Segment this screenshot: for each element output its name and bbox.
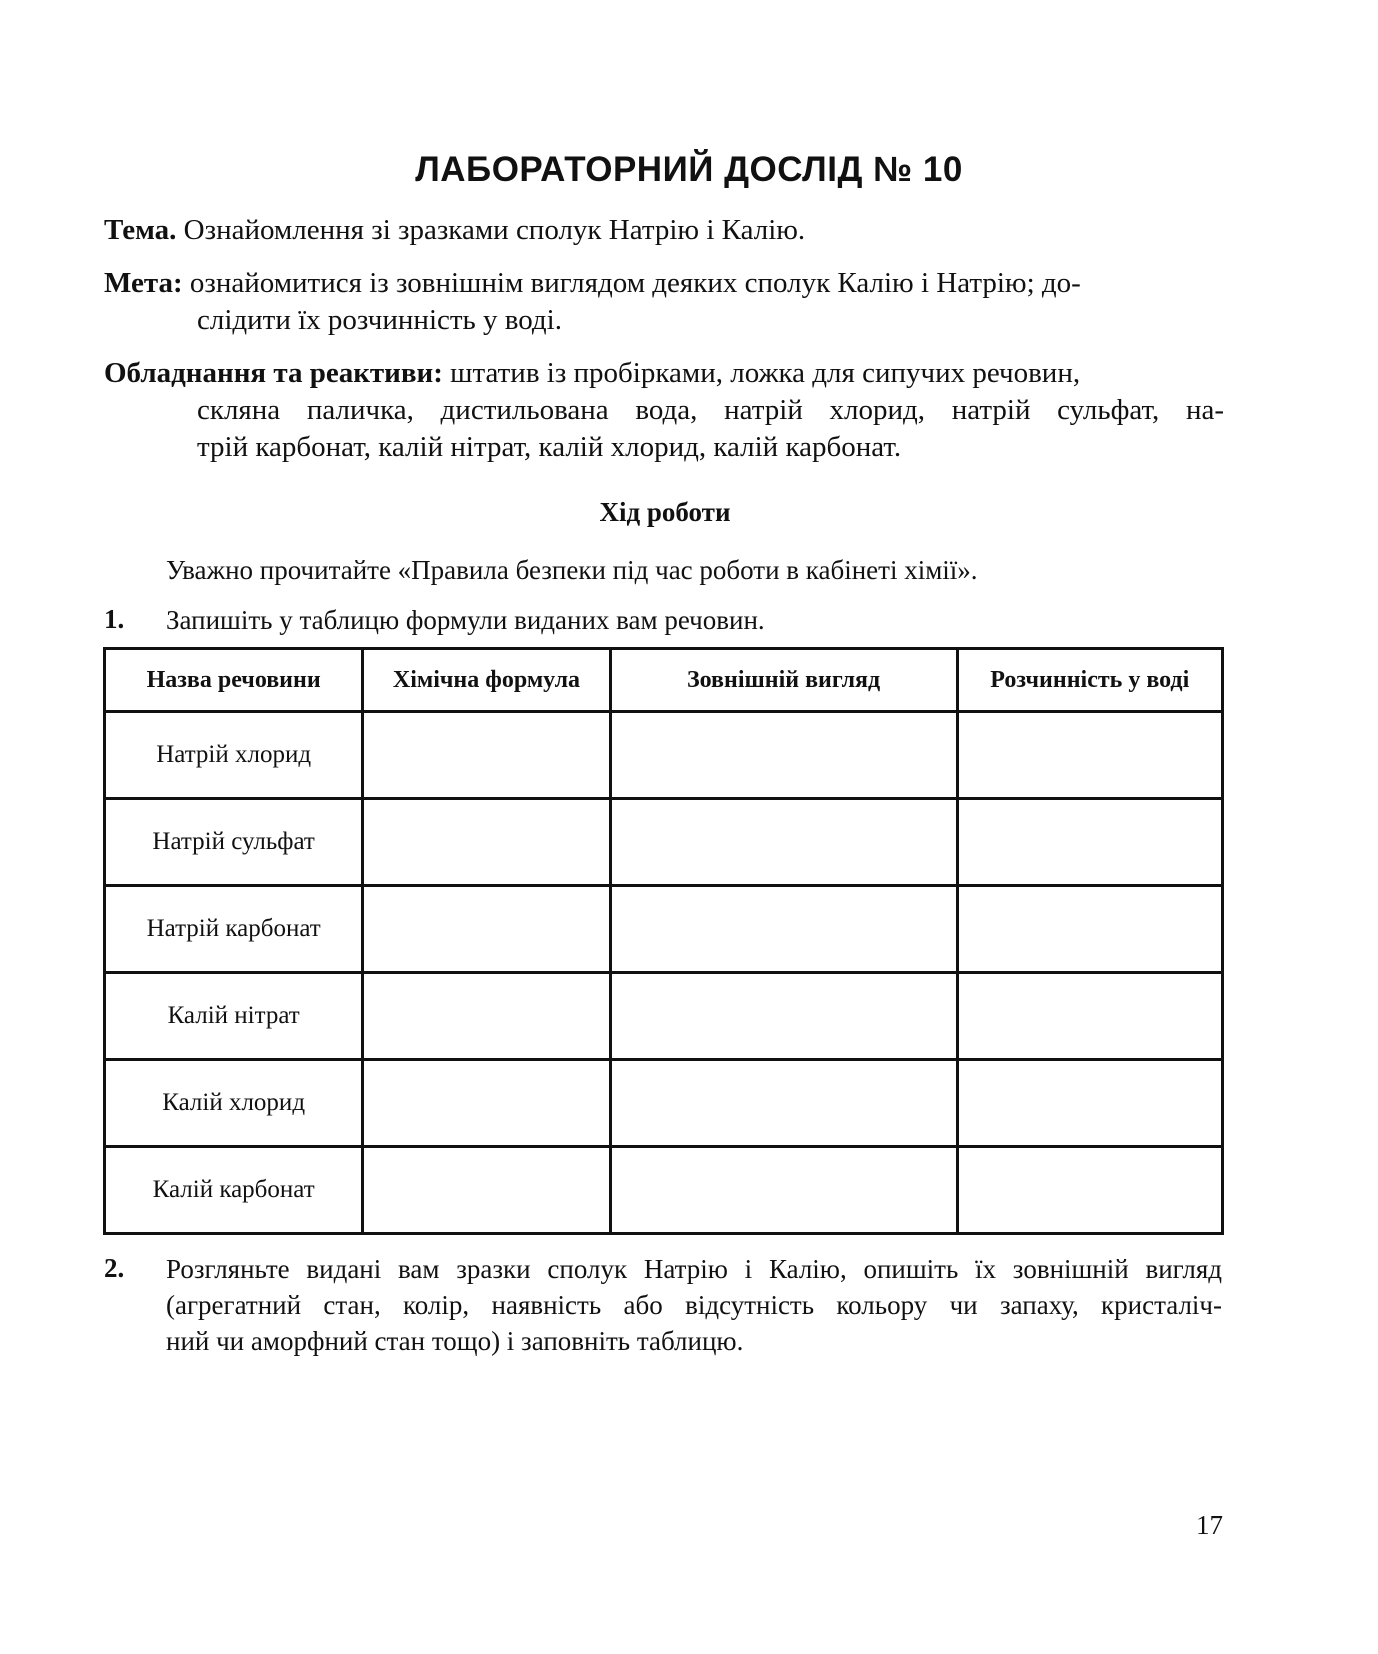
header-chemical-formula: Хімічна формула [363, 649, 610, 712]
formula-cell[interactable] [363, 799, 610, 886]
substance-name: Натрій карбонат [105, 886, 363, 973]
formula-cell[interactable] [363, 973, 610, 1060]
appearance-cell[interactable] [610, 712, 957, 799]
equipment-text-3: трій карбонат, калій нітрат, калій хлорид, калій карбонат. [197, 431, 902, 463]
appearance-cell[interactable] [610, 886, 957, 973]
table-row [105, 799, 1223, 886]
goal-text: ознайомитися із зовнішнім виглядом деяких сполук Калію і Натрію; до- [189, 267, 1081, 299]
formula-cell[interactable] [363, 712, 610, 799]
equipment-text-1: штатив із пробірками, ложка для сипучих речовин, [450, 357, 1081, 389]
equipment-line [104, 355, 1224, 392]
substance-name: Калій карбонат [105, 1147, 363, 1234]
topic-line [104, 212, 1224, 249]
step-2-text-1: Розгляньте видані вам зразки сполук Натрію і Калію, опишіть їх зовнішній вигляд [166, 1254, 1222, 1284]
solubility-cell[interactable] [957, 886, 1222, 973]
substance-name: Калій хлорид [105, 1060, 363, 1147]
table-row [105, 1060, 1223, 1147]
solubility-cell[interactable] [957, 1060, 1222, 1147]
goal-line [104, 265, 1224, 302]
step-2-number: 2. [104, 1253, 125, 1283]
substances-table [103, 647, 1224, 1235]
table-row [105, 712, 1223, 799]
header-appearance: Зовнішній вигляд [610, 649, 957, 712]
step-1-number: 1. [104, 604, 125, 634]
step-2-text-3: ний чи аморфний стан тощо) і заповніть таблицю. [166, 1326, 744, 1356]
topic-text: Ознайомлення зі зразками сполук Натрію і Калію. [183, 214, 806, 246]
substance-name: Калій нітрат [105, 973, 363, 1060]
solubility-cell[interactable] [957, 973, 1222, 1060]
equipment-label: Обладнання та реактиви: [104, 357, 443, 389]
equipment-text-2: скляна паличка, дистильована вода, натрій хлорид, натрій сульфат, на- [197, 394, 1224, 426]
step-2-text-2: (агрегатний стан, колір, наявність або відсутність кольору чи запаху, кристаліч- [166, 1290, 1222, 1320]
goal-label: Мета: [104, 267, 183, 299]
topic-label: Тема. [104, 214, 177, 246]
table-row [105, 886, 1223, 973]
solubility-cell[interactable] [957, 1147, 1222, 1234]
substance-name: Натрій сульфат [105, 799, 363, 886]
substance-name: Натрій хлорид [105, 712, 363, 799]
formula-cell[interactable] [363, 1147, 610, 1234]
appearance-cell[interactable] [610, 1147, 957, 1234]
safety-note: Уважно прочитайте «Правила безпеки під час роботи в кабінеті хімії». [166, 555, 978, 585]
header-substance-name: Назва речовини [105, 649, 363, 712]
solubility-cell[interactable] [957, 799, 1222, 886]
table-row [105, 1147, 1223, 1234]
table-row [105, 973, 1223, 1060]
header-solubility: Розчинність у воді [957, 649, 1222, 712]
page-number: 17 [1196, 1510, 1223, 1540]
appearance-cell[interactable] [610, 799, 957, 886]
step-1-text: Запишіть у таблицю формули виданих вам речовин. [166, 605, 765, 635]
page-title: ЛАБОРАТОРНИЙ ДОСЛІД № 10 [415, 150, 963, 189]
solubility-cell[interactable] [957, 712, 1222, 799]
table-header-row [105, 649, 1223, 712]
formula-cell[interactable] [363, 886, 610, 973]
formula-cell[interactable] [363, 1060, 610, 1147]
goal-text-cont: слідити їх розчинність у воді. [197, 304, 562, 336]
section-heading: Хід роботи [599, 497, 731, 527]
appearance-cell[interactable] [610, 973, 957, 1060]
appearance-cell[interactable] [610, 1060, 957, 1147]
